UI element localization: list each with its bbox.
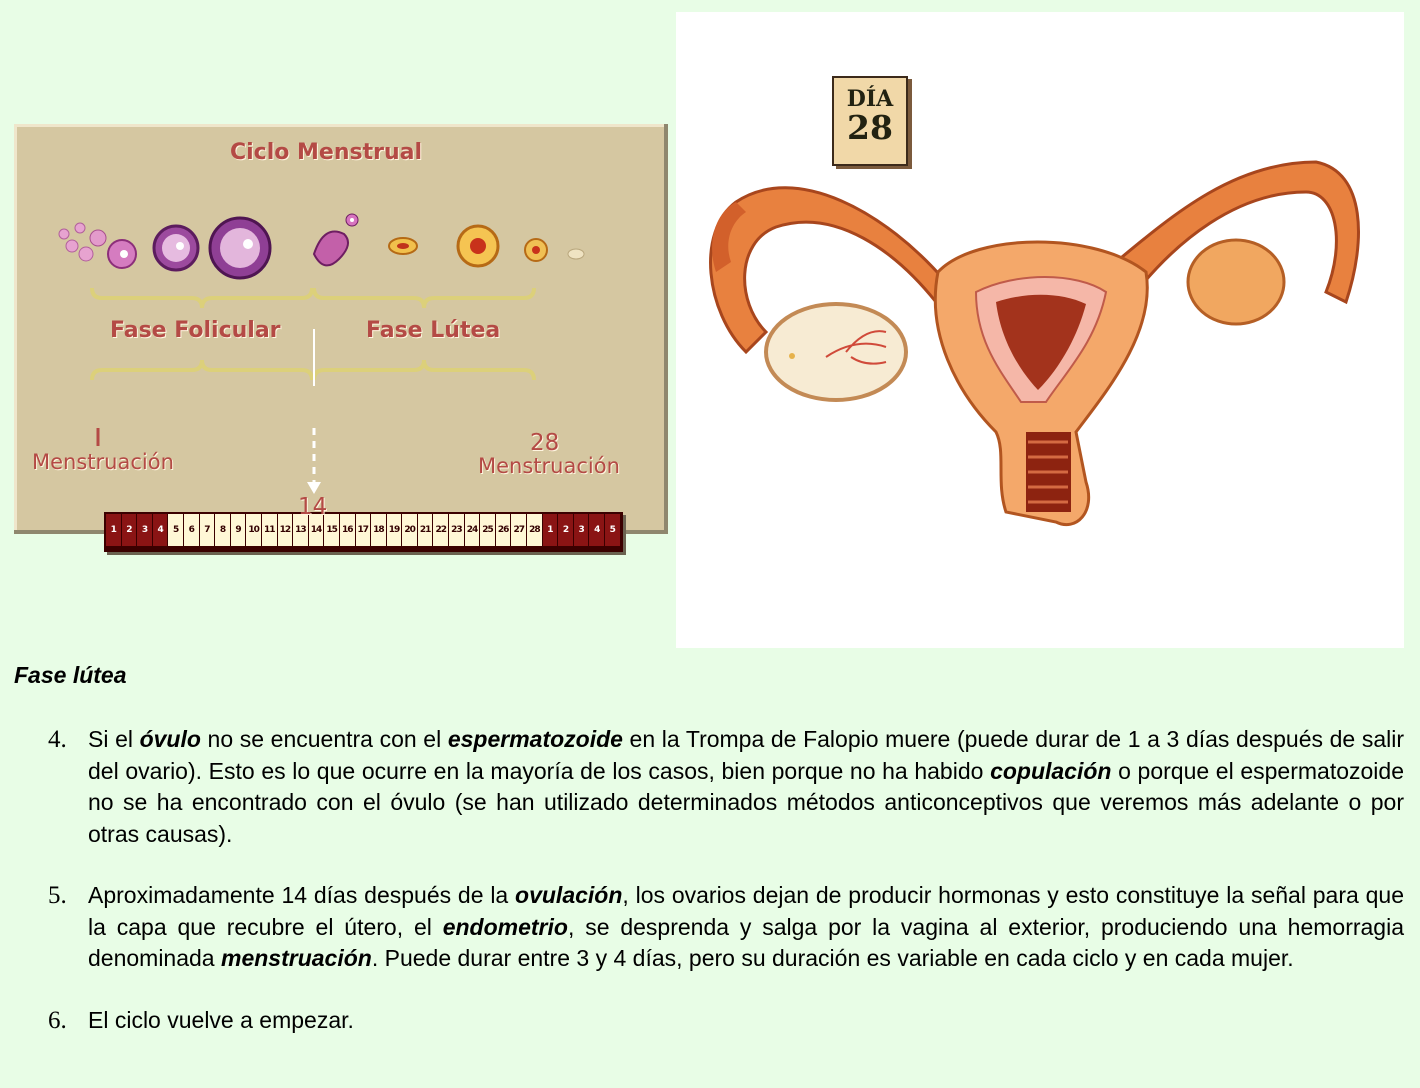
day-cell: 19 (387, 514, 402, 546)
day-cell: 4 (589, 514, 604, 546)
keyword: espermatozoide (447, 726, 623, 752)
day-cell: 5 (168, 514, 183, 546)
text-segment: en la Trompa de Falopio muere (puede durar de 1 a 3 días después de salir del ovario). Esto es lo que ocurre en la mayoría de los casos, bien porque no ha habido (88, 726, 1404, 784)
follicular-phase-label: Fase Folicular (110, 318, 281, 343)
text-segment: Aproximadamente 14 días después de la (88, 882, 516, 908)
arrow-down-icon (307, 482, 321, 494)
list-item-number: 6. (48, 1006, 67, 1034)
day-cell: 13 (293, 514, 308, 546)
day-cell: 23 (449, 514, 464, 546)
day-cell: 7 (200, 514, 215, 546)
day-cell: 3 (574, 514, 589, 546)
reproductive-organs-drawing (676, 12, 1404, 648)
text-segment: no se encuentra con el (200, 726, 448, 752)
day-cell: 21 (418, 514, 433, 546)
calendar-icon (832, 76, 908, 166)
end-day-number: 28 (530, 430, 560, 456)
day-cell: 18 (371, 514, 386, 546)
text-segment: . Puede durar entre 3 y 4 días, pero su duración es variable en cada ciclo y en cada mujer. (371, 945, 1294, 971)
list-item-number: 5. (48, 882, 67, 909)
day-cell: 12 (278, 514, 293, 546)
list-item (14, 724, 1404, 850)
day-cell: 1 (106, 514, 121, 546)
numbered-list (14, 724, 1404, 1036)
day-cell: 15 (324, 514, 339, 546)
menstrual-cycle-diagram (14, 124, 668, 534)
day-cell: 11 (262, 514, 277, 546)
day-cell: 2 (122, 514, 137, 546)
day-cell: 24 (465, 514, 480, 546)
calendar-day-label: 28 (847, 108, 893, 147)
text-segment: o porque el espermatozoide no se ha encontrado con el óvulo (se han utilizado determinados métodos anticonceptivos que veremos más adelante o por otras causas). (88, 757, 1404, 847)
day-cell: 16 (340, 514, 355, 546)
day-cell: 25 (480, 514, 495, 546)
day-cell: 26 (496, 514, 511, 546)
day-cell: 3 (137, 514, 152, 546)
day-cell: 14 (309, 514, 324, 546)
keyword: copulación (990, 757, 1112, 784)
day-cell: 4 (153, 514, 168, 546)
keyword: menstruación (221, 945, 372, 971)
list-item (14, 1005, 1404, 1037)
day-cell: 27 (511, 514, 526, 546)
keyword: óvulo (139, 726, 201, 752)
end-menstruation-label: Menstruación (478, 454, 620, 478)
text-segment: , se desprenda y salga por la vagina al exterior, produciendo una hemorragia denominada (88, 913, 1404, 971)
list-item (14, 880, 1404, 975)
keyword: ovulación (515, 882, 623, 908)
day-cell: 28 (527, 514, 542, 546)
day-cell: 2 (558, 514, 573, 546)
day-cell: 8 (215, 514, 230, 546)
ovulation-day-label: 14 (298, 494, 328, 520)
day-cell: 9 (231, 514, 246, 546)
day-cell: 1 (543, 514, 558, 546)
calendar-top-label: DÍA (846, 86, 894, 112)
day-cell: 22 (433, 514, 448, 546)
day-cell: 5 (605, 514, 620, 546)
day-cell: 6 (184, 514, 199, 546)
keyword: endometrio (442, 913, 568, 940)
start-menstruation-label: Menstruación (32, 450, 174, 474)
text-segment: El ciclo vuelve a empezar. (88, 1006, 354, 1033)
diagram-title: Ciclo Menstrual (230, 140, 423, 165)
section-heading: Fase lútea (14, 662, 127, 688)
day-cell: 17 (356, 514, 371, 546)
luteal-phase-label: Fase Lútea (366, 318, 501, 343)
text-segment: , los ovarios dejan de producir hormonas y esto constituye la señal para que la capa que recubre el útero, el (88, 882, 1404, 940)
day-strip (104, 512, 623, 552)
day-cell: 10 (246, 514, 261, 546)
uterus-illustration (676, 12, 1404, 648)
text-segment: Si el (88, 726, 140, 752)
list-item-number: 4. (48, 726, 67, 753)
day-cell: 20 (402, 514, 417, 546)
follicle-stages (59, 214, 584, 278)
